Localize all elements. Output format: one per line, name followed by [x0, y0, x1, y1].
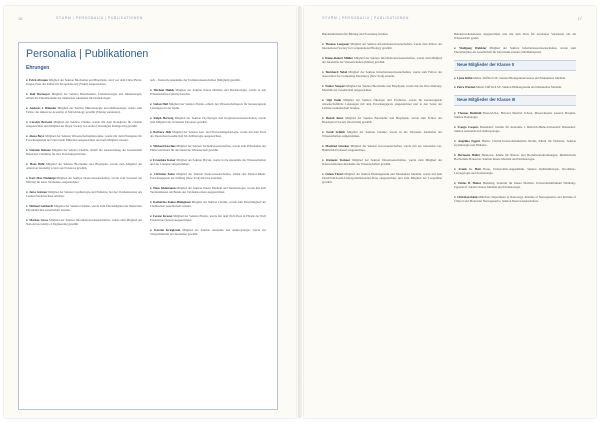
list-item	[150, 200, 266, 209]
member-name: Barbara Jüdt	[153, 129, 172, 134]
entry-text: Mitglied der Sektion Neurowissenschaften, erhielt den Eduard-Rhein-Forschungspreis der Stiftung (New York) für ihre Arbeiten.	[150, 171, 267, 180]
text-column-right	[150, 78, 266, 242]
member-name: Michael Hallek	[153, 87, 175, 92]
list-item	[322, 172, 442, 185]
member-name: Ljuse Kühn	[457, 75, 473, 80]
list-item	[454, 167, 576, 176]
list-item	[26, 190, 142, 199]
list-item	[322, 42, 442, 51]
list-item	[150, 102, 266, 111]
page-number: 17	[577, 16, 582, 21]
entry-text: Mitglied der Sektion Chemie, wurde in die Nationale Akademie der Wissenschaften aufgenommen.	[322, 129, 443, 139]
member-name: Erich Abraum	[29, 78, 48, 82]
bullet-icon: ■	[322, 55, 325, 60]
member-name: Özlem Türeci	[325, 171, 344, 176]
bullet-icon: ■	[150, 87, 153, 92]
entry-text: Mitglied der Sektion Biochemie und Biophysik, wird von dem Christ Hertz-Kuppe-Preis der Kultur für Erregendes eng (Einkl) ausgezeichnet.	[26, 78, 143, 87]
bullet-icon: ■	[150, 199, 152, 204]
list-item	[150, 214, 266, 223]
bullet-icon: ■	[26, 203, 28, 208]
entry-text: Mitglied der Sektion Informationswissenschaften, wurde zum Mitglied der National Academy of Engineering gewählt.	[26, 217, 143, 227]
bullet-icon: ■	[322, 157, 326, 162]
list-item	[322, 144, 442, 153]
list-item	[26, 78, 142, 87]
member-name: Tobias B. Huber	[457, 180, 482, 185]
bullet-icon: ■	[150, 157, 152, 162]
list-item	[454, 153, 576, 162]
bullet-icon: ■	[322, 83, 324, 88]
list-item	[454, 46, 576, 55]
entry-text: Mitglied der Sektion Chemie, erhielt die Auszeichnung der Gesellschaft Deutscher Chemiker für ihre Forschungsarbeiten.	[26, 147, 143, 157]
bullet-icon: ■	[322, 97, 326, 102]
list-item	[322, 116, 442, 125]
bullet-icon: ■	[26, 175, 29, 180]
bullet-icon: ■	[454, 75, 456, 80]
member-name: Bernhard Nebel	[325, 69, 348, 74]
entry-text: Mitglied der Sektion Gen- und Entwicklungsbiologie, wurde mit dem Preis der Deutschen Gesellschaft für Zellbiologie ausgezeichnet.	[150, 129, 267, 138]
bullet-icon: ■	[454, 152, 457, 157]
entry-text: Mitglied der Sektion Physik, wurde mit dem Wolf-Preis in Physik der Wolf Foundation (Israel) ausgezeichnet.	[150, 213, 267, 222]
bullet-icon: ■	[454, 124, 457, 129]
member-name: Alena Buyx	[29, 133, 45, 138]
member-name: Benoit Roux	[326, 115, 344, 120]
entry-text: Bundesverdienstkreuz ausgezeichnet und mit dem Preis für besondere Verdienste um die Wissenschaft geehrt.	[454, 32, 576, 41]
bullet-icon: ■	[322, 143, 325, 148]
bullet-icon: ■	[26, 217, 29, 222]
entry-text: München, Department of Neurology, Institute of Neurogenetics and Institute of Clinical and Molecular Neurogenetics, Sektion Neurowissenschaften.	[454, 194, 576, 203]
entry-text: Mitglied der Sektion Innere Medizin und Dermatologie, wurde mit dem Verdienstkreuz am Bande des Verdienstordens ausgezeichnet.	[150, 185, 266, 194]
list-item	[150, 88, 266, 97]
list-item	[26, 134, 142, 143]
entry-text: Hannover, Klinik für Nieren- und Hochdruckerkrankungen, Medizinische Hochschule Hannover, Sektion Innere Medizin und Dermatologie.	[454, 152, 576, 161]
list-item	[26, 162, 142, 171]
list-item	[454, 125, 576, 134]
bullet-icon: ■	[150, 115, 153, 120]
member-name: Rolf Barmeyer	[29, 91, 51, 96]
bullet-icon: ■	[150, 185, 153, 190]
member-name: Andreas J. Bäumler	[29, 105, 57, 110]
member-name: Christian Klein	[457, 194, 478, 199]
bullet-icon: ■	[26, 91, 29, 96]
entry-text: Bundesministerin für Bildung und Forschung berufen.	[322, 32, 389, 36]
entry-text: Mitglied der Sektion Ökologie und Evolution, wurde für herausragende wissenschaftliche Leistungen mit dem Forschungspreis ausgezeichnet und in den Senat der Leibniz-Gemeinschaft berufen.	[322, 97, 443, 111]
bullet-icon: ■	[150, 227, 154, 232]
bullet-icon: ■	[150, 129, 153, 134]
entry-text: Mitglied der Sektion Technikwissenschaften, wurde zum Präsidenten des Stifterverbandes für die Deutsche Wissenschaft gewählt.	[150, 143, 266, 152]
bullet-icon: ■	[150, 171, 153, 176]
bullet-icon: ■	[322, 41, 325, 46]
member-name: Michael Gebhardt	[29, 203, 54, 208]
member-name: Walter Neupert	[325, 83, 346, 88]
list-item	[322, 98, 442, 111]
member-name: Ferdi Schüth	[326, 129, 345, 134]
member-name: Klement Tockner	[326, 157, 351, 162]
entry-text: Düsseldorf, Institut für Anatomie I, Heinrich-Heine-Universität Düsseldorf, Sektion Anatomie und Anthropologie.	[454, 124, 576, 133]
member-name: Franziska Kaiser	[153, 157, 176, 162]
member-name: Christian Keim	[153, 171, 175, 176]
member-name: Ralph Hertwig	[153, 115, 174, 120]
running-head: STURM | PERSONALIA | PUBLIKATIONEN	[56, 16, 143, 20]
bullet-icon: ■	[322, 115, 325, 120]
bullet-icon: ■	[26, 78, 28, 82]
list-item	[322, 84, 442, 93]
member-name: Stefan Hell	[153, 101, 168, 106]
list-item	[454, 139, 576, 148]
list-item	[26, 148, 142, 157]
bullet-icon: ■	[26, 105, 29, 110]
bullet-icon: ■	[150, 101, 153, 106]
text-column-left	[26, 78, 142, 232]
member-name: Hans Bühl	[29, 161, 45, 166]
entry-text: Mitglied der Sektion Mikrobiologie und Immunologie, wurde zum Fellow der American Academy of Microbiology gewählt (Ehrung zuerkannt).	[26, 105, 142, 115]
list-item	[150, 144, 266, 153]
member-name: Katharina Kohse-Höinghaus	[153, 199, 191, 204]
bullet-icon: ■	[322, 171, 325, 176]
bullet-icon: ■	[26, 147, 29, 152]
page-number: 16	[18, 16, 23, 21]
member-name: Manfred Strecker	[325, 143, 350, 148]
bullet-icon: ■	[322, 69, 325, 74]
member-name: Petra Wentzel	[457, 85, 476, 90]
entry-text: Mitglied der Sektion Biochemie und Biophysik, wurde mit der Otto-Warburg-Medaille der Gesellschaft ausgezeichnet.	[322, 83, 442, 92]
member-name: Angelika Eggert	[458, 138, 481, 143]
bullet-icon: ■	[26, 133, 28, 138]
list-item	[150, 228, 266, 237]
list-item	[26, 218, 142, 227]
member-name: Karl Max Einhäupl	[29, 175, 56, 180]
bullet-icon: ■	[454, 85, 456, 90]
entry-text: Mitglied der Sektion Physik, erhielt den Wissenschaftspreis für herausragende Leistungen in der Optik.	[150, 101, 266, 110]
member-name: Markus Gross	[29, 217, 49, 222]
entry-text: Bonn, Universitäts-Augenklinik, Sektion Ophthalmologie, Oto-Rhino-Laryngologie und Stomatologie.	[454, 166, 577, 175]
member-name: Frank G. Holz	[458, 166, 481, 171]
list-item	[322, 70, 442, 79]
list-item	[150, 130, 266, 139]
bullet-icon: ■	[150, 213, 152, 218]
list-item	[150, 78, 266, 82]
entry-text: Mitglied der Sektion Geowissenschaften, wurde mit der Alexander-von-Humboldt-Professur ausgezeichnet.	[322, 143, 443, 153]
entry-text: Berlin, Charité-Universitätsmedizin Berlin, Klinik für Pädiatrie, Sektion Gynäkologie und Pädiatrie.	[454, 138, 576, 147]
subhead-klasse-iii: Neue Mitglieder der Klasse III	[454, 95, 576, 106]
list-item	[454, 195, 576, 204]
entry-text: Mainz, DiffTech SE, Sektion Bioingenieurswesen und Molekulare Medizin.	[473, 75, 566, 80]
text-column-left	[322, 32, 442, 190]
entry-text: Mitglied der Sektion Biochemie und Biophysik, wurde zum Mitglied der American Academy of Arts and Sciences gewählt.	[26, 161, 142, 171]
list-item	[454, 85, 576, 89]
list-item	[322, 130, 442, 139]
right-page	[304, 6, 596, 418]
list-item	[454, 181, 576, 190]
member-name: Hermann Haller	[457, 152, 481, 157]
member-name: Michael Kaschke	[153, 143, 176, 148]
bullet-icon: ■	[26, 119, 29, 124]
entry-text: Mitglied der Sektion Informationswissenschaften, wurde zum Fellow der Association for Computing Machinery (New York) ernannt.	[322, 69, 443, 78]
entry-text: Mitglied der Sektion Informationswissenschaften, wurde zum Mitglied der Akademie der Wissenschaften (Mainz) gewählt.	[322, 55, 442, 64]
bullet-icon: ■	[26, 189, 28, 194]
list-item	[26, 120, 142, 129]
member-name: Wolfgang Wahlster	[459, 45, 487, 50]
text-column-right	[454, 32, 576, 209]
member-name: Ulpi Dolle	[326, 97, 342, 102]
list-item	[26, 106, 142, 115]
list-item	[150, 186, 266, 195]
list-item	[454, 32, 576, 41]
running-head: STURM | PERSONALIA | PUBLIKATIONEN	[322, 16, 409, 20]
list-item	[454, 76, 576, 80]
entry-text: Mitglied der Sektion Physik, wurde in die Akademie der Wissenschaften und der Literatur aufgenommen.	[150, 157, 266, 166]
member-name: Stefanie Dehnen	[29, 147, 51, 152]
entry-text: Mitglied der Sektion Anatomie und Anthropologie, wurde zur Vizepräsidentin der Akademie gewählt.	[150, 227, 267, 236]
entry-text: Boston/USA, Harvard Medical School, Massachusetts General Hospital, Sektion Radiologie.	[454, 110, 577, 119]
entry-text: Mainz, DiffTech SE, Sektion Humangenetik und Molekulare Medizin.	[476, 85, 562, 90]
entry-text: Mitglied der Sektion Innere Medizin und Dermatologie, wurde in den Wissenschaftsrat (Köln) berufen.	[150, 87, 267, 96]
list-item	[322, 32, 442, 36]
list-item	[26, 176, 142, 185]
list-item	[150, 116, 266, 125]
entry-text: Hamburg, Zentrum für Innere Medizin, Universitätsklinikum Hamburg-Eppendorf, Sektion Innere Medizin und Dermatologie.	[454, 180, 576, 189]
bullet-icon: ■	[454, 138, 457, 143]
entry-text: Mitglied der Sektion Ökowissenschaften, wurde zum Mitglied der Österreichischen Akademie der Wissenschaften gewählt.	[322, 157, 442, 167]
entry-text: tech – Deutsche Akademie der Technikwissenschaften (Mitglied) gewählt.	[150, 78, 241, 82]
section-subtitle: Ehrungen	[26, 65, 50, 71]
entry-text: Mitglied der Sektion Biochemie und Biophysik, wurde zum Fellow der Biophysical Society (Rockville) gewählt.	[322, 115, 443, 125]
member-name: Ferenc Krausz	[153, 213, 173, 218]
bullet-icon: ■	[454, 166, 458, 171]
member-name: Hans Kleinmann	[153, 185, 176, 190]
entry-text: Mitglied der Sektion Chemie, wurde zum Ehrenmitglied der Deutschen Physikalischen Gesellschaft ernannt.	[26, 203, 142, 213]
left-page	[4, 6, 296, 418]
list-item	[150, 172, 266, 181]
bullet-icon: ■	[150, 143, 152, 148]
entry-text: Mitglied der Sektion Wissenschaftsphilosophie, wurde mit dem Ehrenpreis für Forschungsethik der Universität München ausgezeichnet und zum Mitglied ernannt.	[26, 133, 142, 143]
entry-text: Mitglied der Sektion Informationswissenschaften, wurde zum Fellow der International Society for Computational Biology gewählt.	[322, 41, 443, 50]
list-item	[454, 111, 576, 120]
member-name: Thomas Breitfeld	[457, 110, 482, 115]
bullet-icon: ■	[454, 194, 456, 199]
bullet-icon: ■	[454, 45, 459, 50]
list-item	[26, 204, 142, 213]
list-item	[322, 158, 442, 167]
subhead-klasse-ii: Neue Mitglieder der Klasse II	[454, 60, 576, 71]
entry-text: Mitglied der Sektion Hautmedizin, Endokrinologie und Immunologie, erhielt die Ehrenmedaille der Deutschen Akademie für Dermatologie.	[26, 91, 143, 101]
list-item	[322, 56, 442, 65]
list-item	[150, 158, 266, 167]
entry-text: Mitglied der Sektion Psychologie und Kognitionswissenschaften, wurde zum Mitglied der Academia Europaea gewählt.	[150, 115, 267, 124]
member-name: Svenja Caspers	[457, 124, 479, 129]
bullet-icon: ■	[322, 129, 326, 134]
member-name: Carolyn Bertozzi	[29, 119, 53, 124]
section-title: Personalia | Publikationen	[26, 48, 149, 60]
entry-text: Mitglied der Sektion Gynäkologie und Pädiatrie, hat den Verdienstorden des Landes Niedersachsen erhalten.	[26, 189, 143, 199]
member-name: Thomas Lengauer	[325, 41, 350, 46]
member-name: Kerstin Krieglstein	[154, 227, 181, 232]
bullet-icon: ■	[454, 110, 457, 115]
bullet-icon: ■	[454, 180, 457, 185]
entry-text: Mitglied der Sektion Humangenetik und Molekulare Medizin, wurde mit dem Paul-Ehrlich-und-Ludwig-Darmstaedter-Preis ausgezeichnet und zum Mitglied der Leopoldina gewählt.	[322, 171, 442, 185]
list-item	[26, 92, 142, 101]
member-name: Jutta Gärtner	[29, 189, 48, 194]
entry-text: Mitglied der Sektion Neurowissenschaften, wurde vom Vorstand der Stiftung für seine Verdienste ausgezeichnet.	[26, 175, 142, 185]
entry-text: Mitglied der Sektion Chemie, wurde zum Ehrenmitglied der Chemischen Gesellschaft ernannt.	[150, 199, 267, 208]
entry-text: Mitglied der Sektion Chemie, wurde mit dem Nobelpreis für Chemie ausgezeichnet und Mitglied der Royal Society in London (Vereinigtes Königreich) gewählt.	[26, 119, 143, 129]
entry-text: Mitglied der Sektion Informationswissenschaften, wurde zum Ehrenmitglied der Gesellschaft für Informatik ernannt (Jubiläumspreis).	[454, 45, 576, 55]
bullet-icon: ■	[26, 161, 29, 166]
member-name: Klaus-Robert Müller	[325, 55, 353, 60]
book-gutter	[298, 6, 302, 418]
